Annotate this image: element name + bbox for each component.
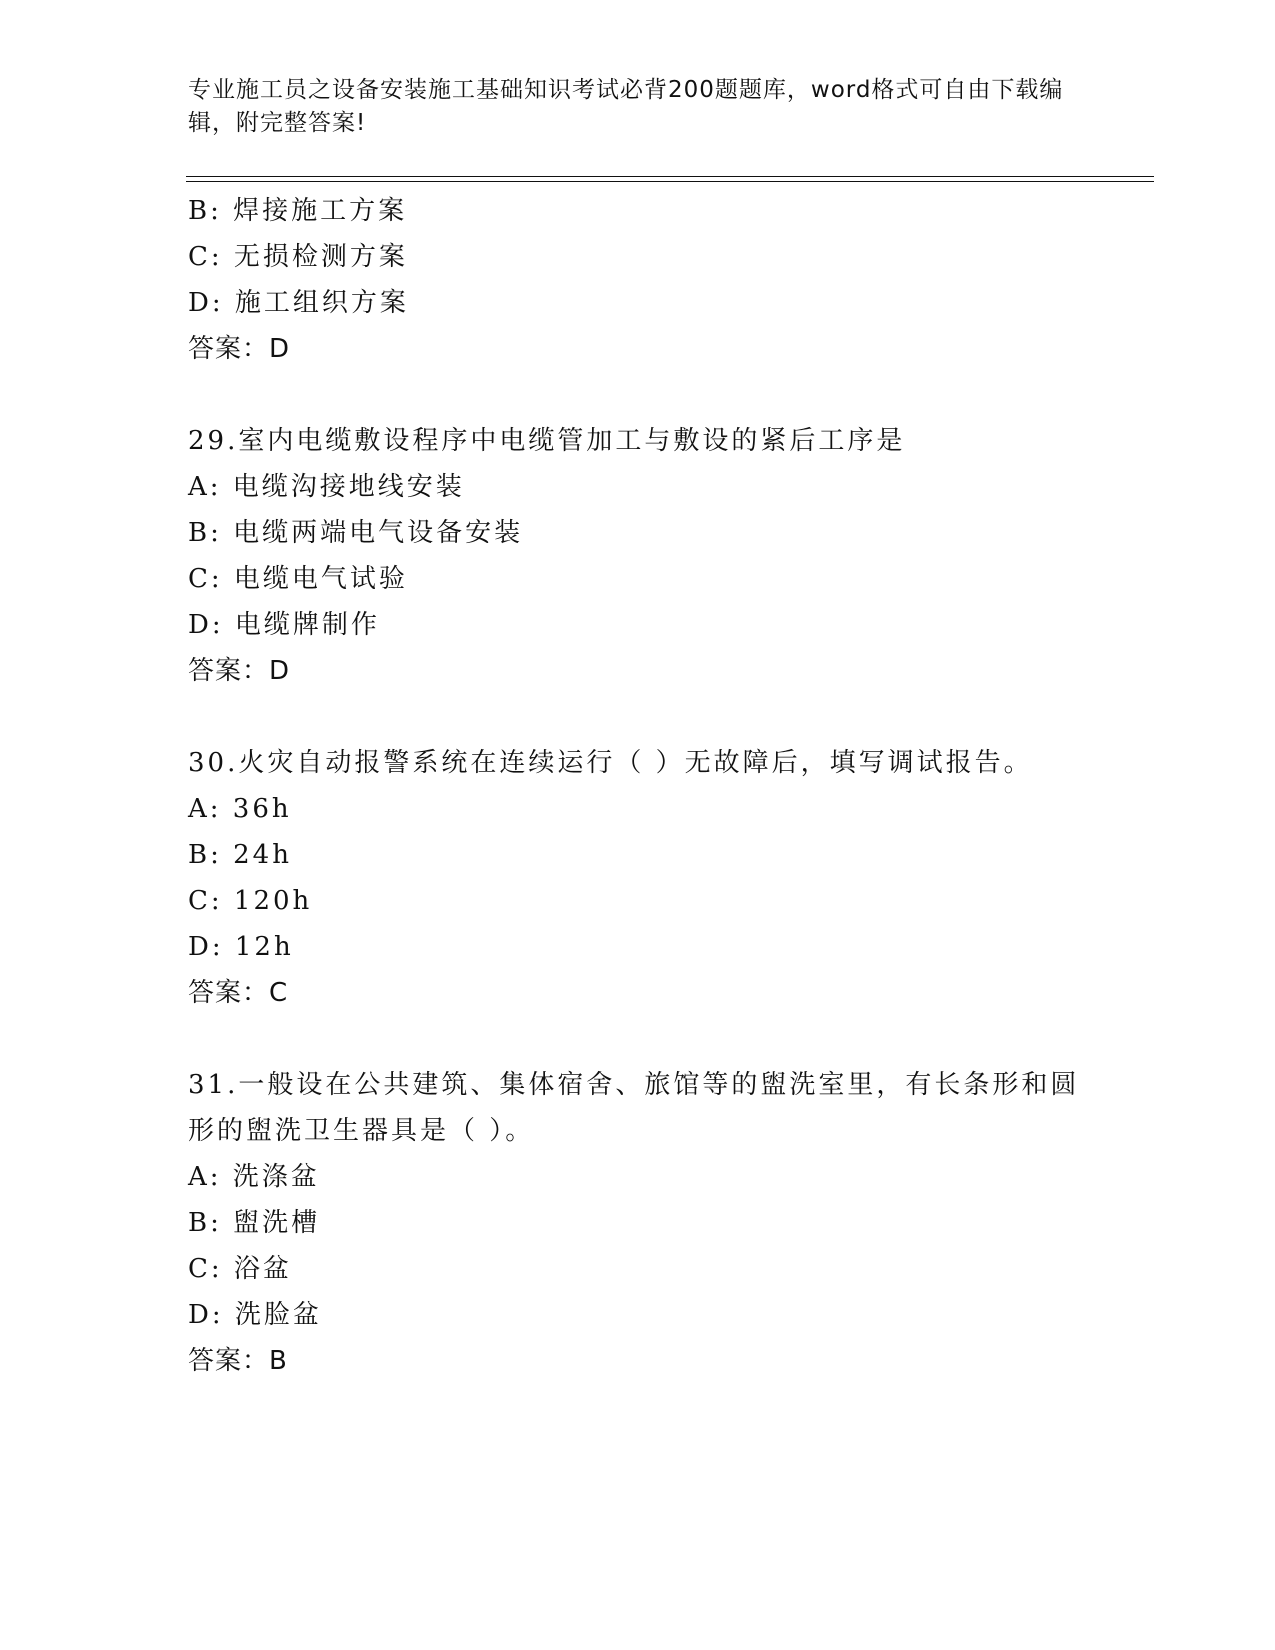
option-d: D: 12h xyxy=(188,932,294,962)
header-rule-top xyxy=(186,176,1154,177)
header-title: 专业施工员之设备安装施工基础知识考试必背200题题库，word格式可自由下载编辑，附完整答案! xyxy=(188,77,1064,136)
question-stem: 31.一般设在公共建筑、集体宿舍、旅馆等的盥洗室里，有长条形和圆形的盥洗卫生器具是（ ）。 xyxy=(188,1070,1080,1146)
question-stem: 29.室内电缆敷设程序中电缆管加工与敷设的紧后工序是 xyxy=(188,426,906,456)
answer-line: 答案：D xyxy=(188,334,291,364)
question-30 xyxy=(188,740,1088,1016)
document-header xyxy=(188,74,1088,140)
question-content xyxy=(188,188,1088,1384)
answer-line: 答案：D xyxy=(188,656,291,686)
option-d: D: 电缆牌制作 xyxy=(188,610,380,640)
option-d: D: 洗脸盆 xyxy=(188,1300,322,1330)
option-a: A: 36h xyxy=(188,794,292,824)
question-29 xyxy=(188,418,1088,694)
option-b: B: 焊接施工方案 xyxy=(188,196,408,226)
question-31 xyxy=(188,1062,1088,1384)
header-rule-bottom xyxy=(186,181,1154,182)
option-a: A: 洗涤盆 xyxy=(188,1162,320,1192)
option-b: B: 电缆两端电气设备安装 xyxy=(188,518,524,548)
question-stem: 30.火灾自动报警系统在连续运行（ ）无故障后，填写调试报告。 xyxy=(188,748,1033,778)
option-c: C: 120h xyxy=(188,886,313,916)
answer-line: 答案：B xyxy=(188,1346,288,1376)
option-b: B: 盥洗槽 xyxy=(188,1208,321,1238)
answer-line: 答案：C xyxy=(188,978,289,1008)
option-d: D: 施工组织方案 xyxy=(188,288,409,318)
option-b: B: 24h xyxy=(188,840,292,870)
option-c: C: 浴盆 xyxy=(188,1254,292,1284)
option-a: A: 电缆沟接地线安装 xyxy=(188,472,465,502)
option-c: C: 电缆电气试验 xyxy=(188,564,408,594)
question-continued xyxy=(188,188,1088,372)
option-c: C: 无损检测方案 xyxy=(188,242,408,272)
